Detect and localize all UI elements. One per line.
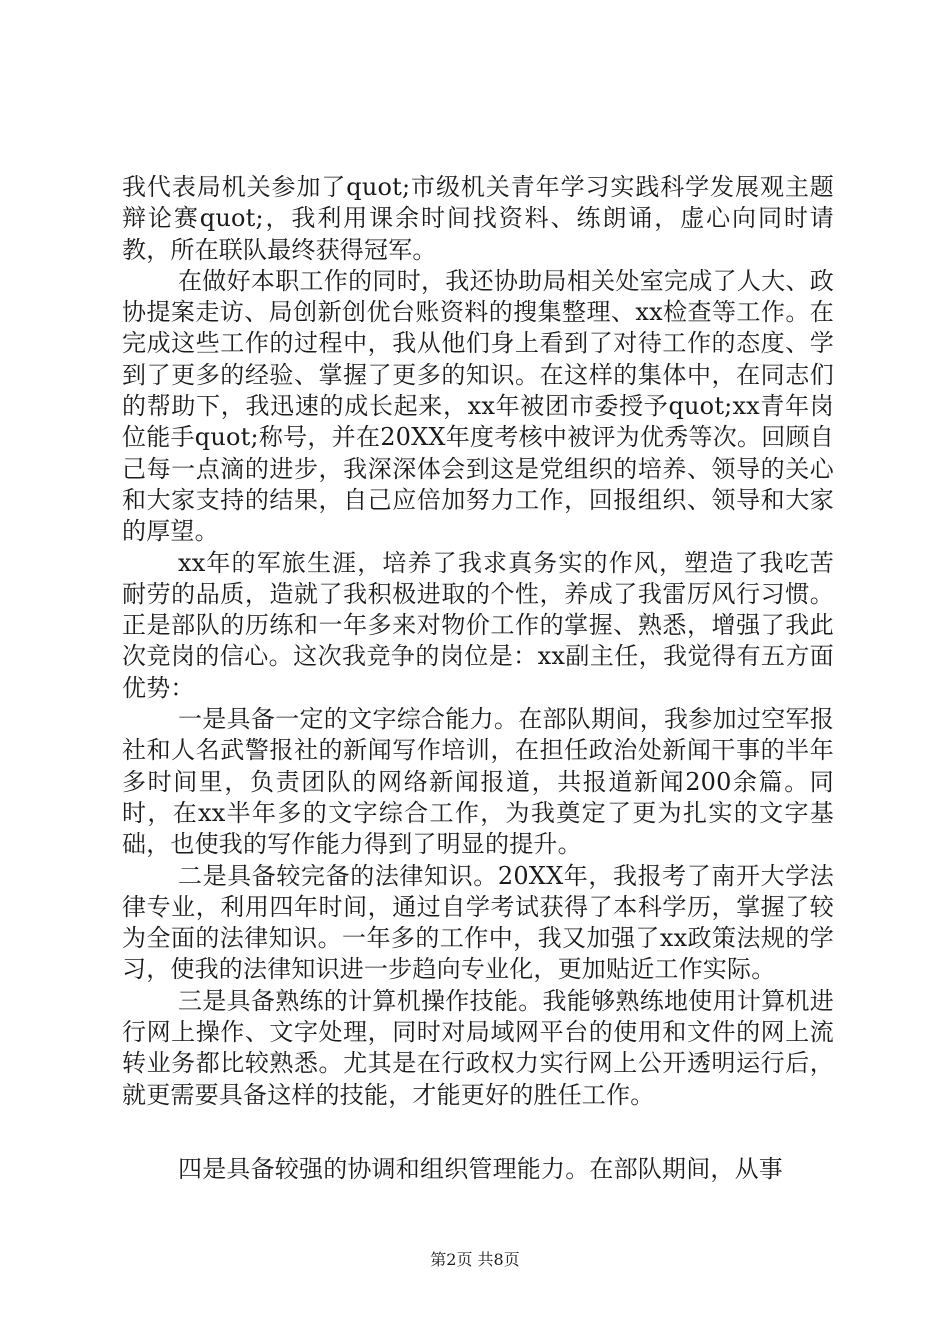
paragraph-2: 在做好本职工作的同时，我还协助局相关处室完成了人大、政协提案走访、局创新创优台账资料的搜集整理、xx检查等工作。在完成这些工作的过程中，我从他们身上看到了对待工作的态度、学到了更多的经验、掌握了更多的知识。在这样的集体中，在同志们的帮助下，我迅速的成长起来，xx年被团市委授予quot;xx青年岗位能手quot;称号，并在20XX年度考核中被评为优秀等次。回顾自己每一点滴的进步，我深深体会到这是党组织的培养、领导的关心和大家支持的结果，自己应倍加努力工作，回报组织、领导和大家的厚望。 (122, 266, 834, 546)
paragraph-7: 四是具备较强的协调和组织管理能力。在部队期间，从事 (178, 1155, 783, 1183)
page-number-footer: 第2页 共8页 (430, 1250, 520, 1269)
paragraph-4: 一是具备一定的文字综合能力。在部队期间，我参加过空军报社和人名武警报社的新闻写作培训，在担任政治处新闻干事的半年多时间里，负责团队的网络新闻报道，共报道新闻200余篇。同时，在xx半年多的文字综合工作，为我奠定了更为扎实的文字基础，也使我的写作能力得到了明显的提升。 (122, 705, 834, 859)
document-body (122, 172, 834, 1111)
paragraph-6: 三是具备熟练的计算机操作技能。我能够熟练地使用计算机进行网上操作、文字处理，同时对局域网平台的使用和文件的网上流转业务都比较熟悉。尤其是在行政权力实行网上公开透明运行后，就更需要具备这样的技能，才能更好的胜任工作。 (122, 986, 834, 1109)
paragraph-1: 我代表局机关参加了quot;市级机关青年学习实践科学发展观主题辩论赛quot;，我利用课余时间找资料、练朗诵，虚心向同时请教，所在联队最终获得冠军。 (122, 173, 834, 264)
paragraph-3: xx年的军旅生涯，培养了我求真务实的作风，塑造了我吃苦耐劳的品质，造就了我积极进取的个性，养成了我雷厉风行习惯。正是部队的历练和一年多来对物价工作的掌握、熟悉，增强了我此次竞岗的信心。这次我竞争的岗位是：xx副主任，我觉得有五方面优势： (122, 548, 834, 702)
paragraph-5: 二是具备较完备的法律知识。20XX年，我报考了南开大学法律专业，利用四年时间，通过自学考试获得了本科学历，掌握了较为全面的法律知识。一年多的工作中，我又加强了xx政策法规的学习，使我的法律知识进一步趋向专业化，更加贴近工作实际。 (122, 861, 834, 984)
